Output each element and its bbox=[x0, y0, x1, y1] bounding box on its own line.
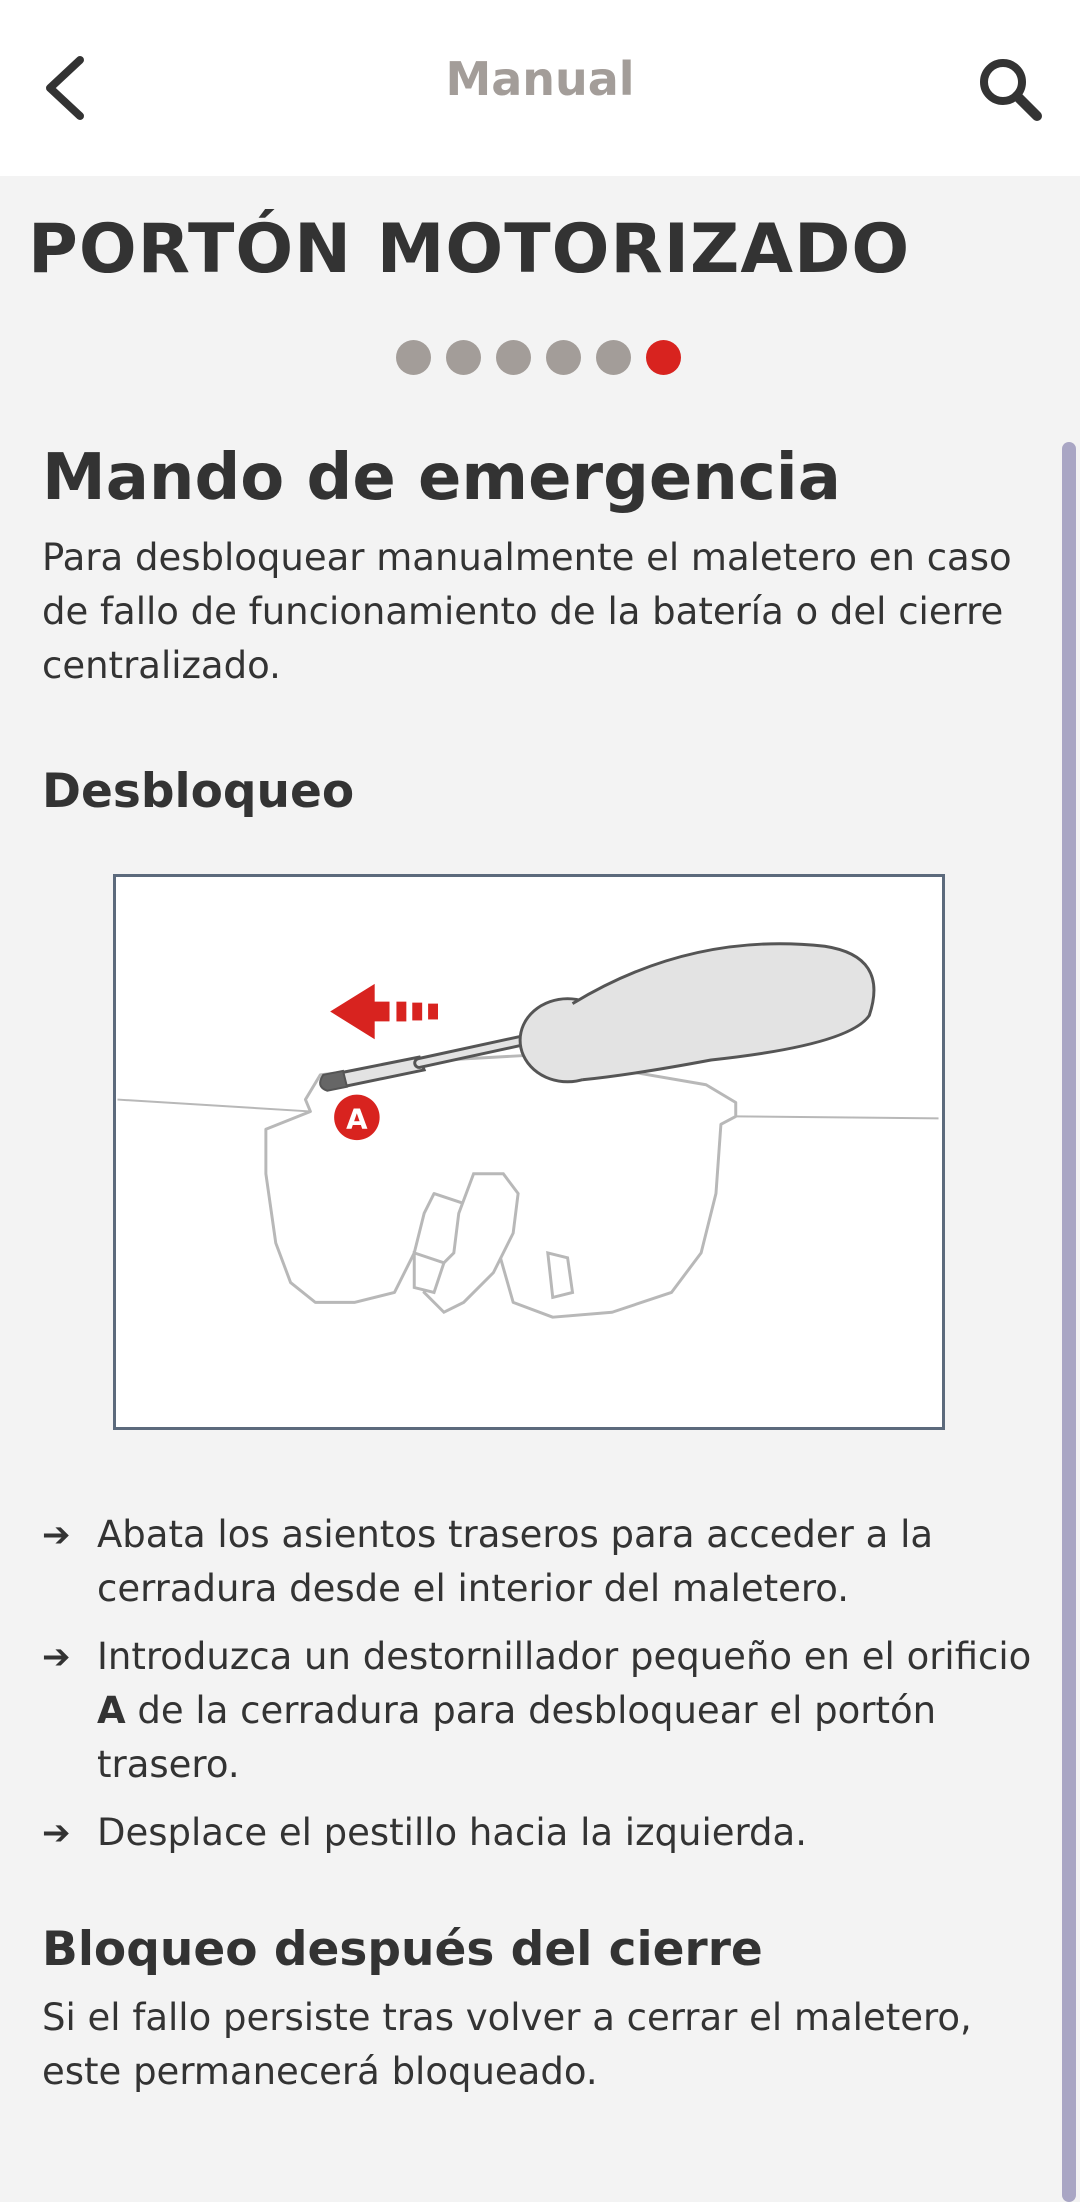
unlock-steps-list bbox=[42, 1508, 1032, 1874]
arrow-right-icon: ➔ bbox=[42, 1637, 71, 1677]
search-icon bbox=[975, 54, 1045, 124]
list-item bbox=[42, 1630, 1032, 1792]
step-text-pre: Introduzca un destornillador pequeño en el orificio bbox=[97, 1635, 1032, 1678]
step-text-bold: A bbox=[97, 1689, 126, 1732]
page-dot-active[interactable] bbox=[646, 340, 681, 375]
screwdriver-lock-illustration bbox=[116, 877, 942, 1427]
unlock-illustration bbox=[113, 874, 945, 1430]
step-text: Desplace el pestillo hacia la izquierda. bbox=[97, 1811, 807, 1854]
unlock-heading: Desbloqueo bbox=[42, 764, 355, 819]
page-dot[interactable] bbox=[546, 340, 581, 375]
app-bar-title: Manual bbox=[445, 52, 635, 106]
arrow-right-icon: ➔ bbox=[42, 1813, 71, 1853]
step-text: Abata los asientos traseros para acceder a la cerradura desde el interior del maletero. bbox=[97, 1513, 934, 1610]
back-button[interactable] bbox=[36, 50, 96, 126]
page-dot[interactable] bbox=[446, 340, 481, 375]
chevron-left-icon bbox=[36, 50, 96, 126]
page-dot[interactable] bbox=[596, 340, 631, 375]
scrollbar[interactable] bbox=[1062, 442, 1076, 2202]
arrow-right-icon: ➔ bbox=[42, 1515, 71, 1555]
step-text-post: de la cerradura para desbloquear el portón trasero. bbox=[97, 1689, 937, 1786]
lock-section bbox=[42, 1922, 1032, 2099]
page-dot[interactable] bbox=[396, 340, 431, 375]
lock-heading: Bloqueo después del cierre bbox=[42, 1922, 763, 1977]
top-app-bar bbox=[0, 0, 1080, 176]
page-indicator bbox=[396, 340, 681, 375]
section-content bbox=[42, 440, 1032, 693]
search-button[interactable] bbox=[975, 54, 1045, 124]
figure-label-a: A bbox=[346, 1102, 368, 1136]
unlock-heading-wrap bbox=[42, 764, 354, 819]
page-title: PORTÓN MOTORIZADO bbox=[28, 210, 911, 289]
section-intro: Para desbloquear manualmente el maletero en caso de fallo de funcionamiento de la batería o del cierre centralizado. bbox=[42, 535, 1012, 687]
list-item bbox=[42, 1806, 1032, 1860]
page-dot[interactable] bbox=[496, 340, 531, 375]
list-item bbox=[42, 1508, 1032, 1616]
section-title: Mando de emergencia bbox=[42, 441, 841, 515]
lock-text: Si el fallo persiste tras volver a cerrar el maletero, este permanecerá bloqueado. bbox=[42, 1996, 972, 2093]
